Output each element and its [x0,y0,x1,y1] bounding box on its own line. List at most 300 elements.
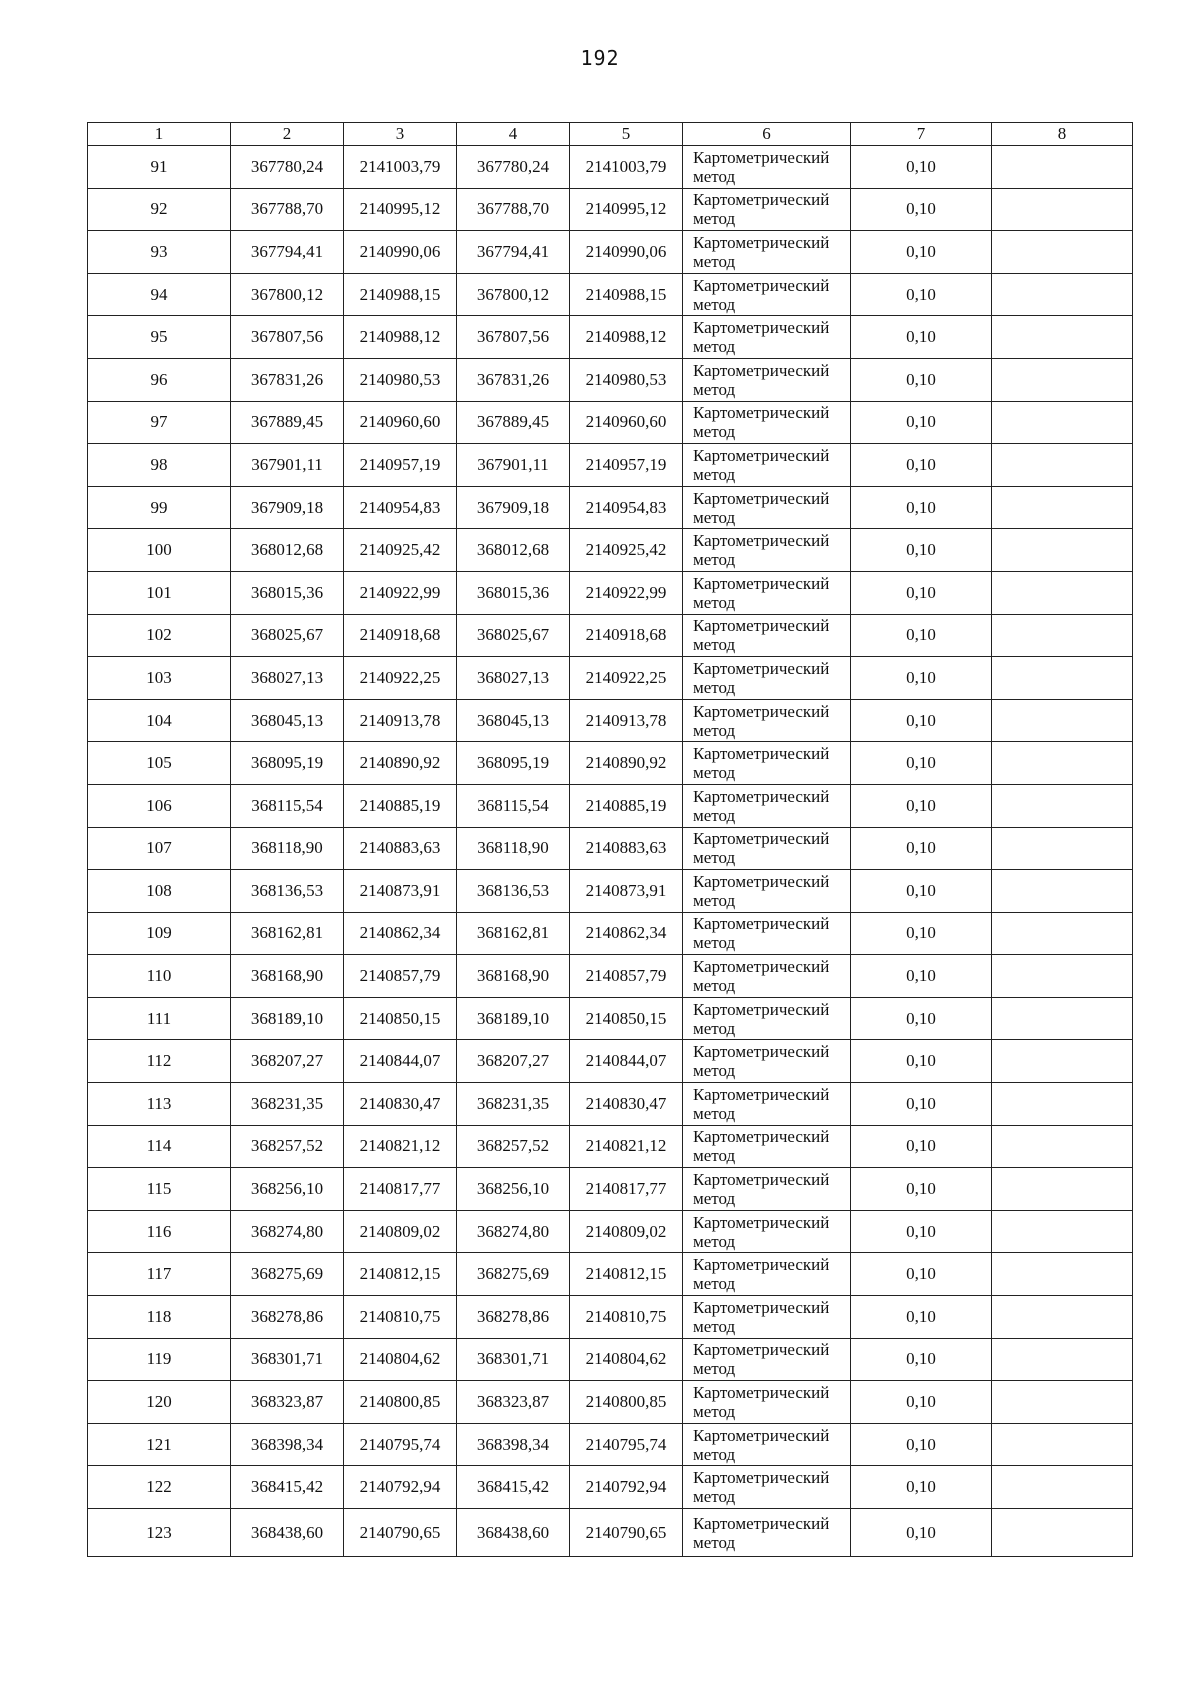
point-number-cell: 110 [88,955,231,998]
table-body [88,146,1133,1557]
y-new-cell: 2140804,62 [570,1338,683,1381]
x-new-cell: 367831,26 [457,358,570,401]
table-row [88,146,1133,189]
coordinates-table [87,122,1133,1557]
accuracy-cell: 0,10 [851,1210,992,1253]
point-number-cell: 104 [88,699,231,742]
note-cell [992,699,1133,742]
note-cell [992,273,1133,316]
y-new-cell: 2140857,79 [570,955,683,998]
y-old-cell: 2140792,94 [344,1466,457,1509]
point-number-cell: 118 [88,1296,231,1339]
method-cell: Картометрический метод [683,1509,851,1557]
table-row [88,912,1133,955]
note-cell [992,614,1133,657]
x-new-cell: 368045,13 [457,699,570,742]
x-new-cell: 368278,86 [457,1296,570,1339]
method-cell: Картометрический метод [683,870,851,913]
accuracy-cell: 0,10 [851,231,992,274]
table-row [88,231,1133,274]
method-cell: Картометрический метод [683,1083,851,1126]
method-cell: Картометрический метод [683,486,851,529]
note-cell [992,784,1133,827]
y-old-cell: 2140990,06 [344,231,457,274]
note-cell [992,1210,1133,1253]
point-number-cell: 101 [88,571,231,614]
y-old-cell: 2140980,53 [344,358,457,401]
accuracy-cell: 0,10 [851,401,992,444]
method-cell: Картометрический метод [683,273,851,316]
point-number-cell: 93 [88,231,231,274]
y-old-cell: 2140922,99 [344,571,457,614]
x-old-cell: 368115,54 [231,784,344,827]
x-new-cell: 368015,36 [457,571,570,614]
y-new-cell: 2140885,19 [570,784,683,827]
y-old-cell: 2140918,68 [344,614,457,657]
y-new-cell: 2140873,91 [570,870,683,913]
accuracy-cell: 0,10 [851,146,992,189]
accuracy-cell: 0,10 [851,997,992,1040]
x-old-cell: 368095,19 [231,742,344,785]
accuracy-cell: 0,10 [851,486,992,529]
accuracy-cell: 0,10 [851,827,992,870]
y-old-cell: 2140913,78 [344,699,457,742]
note-cell [992,1296,1133,1339]
y-new-cell: 2140988,12 [570,316,683,359]
method-cell: Картометрический метод [683,955,851,998]
accuracy-cell: 0,10 [851,273,992,316]
x-new-cell: 368025,67 [457,614,570,657]
method-cell: Картометрический метод [683,699,851,742]
accuracy-cell: 0,10 [851,529,992,572]
y-old-cell: 2140862,34 [344,912,457,955]
accuracy-cell: 0,10 [851,699,992,742]
x-new-cell: 368027,13 [457,657,570,700]
y-new-cell: 2140862,34 [570,912,683,955]
x-old-cell: 368012,68 [231,529,344,572]
x-old-cell: 368168,90 [231,955,344,998]
y-old-cell: 2140960,60 [344,401,457,444]
y-new-cell: 2140821,12 [570,1125,683,1168]
point-number-cell: 106 [88,784,231,827]
method-cell: Картометрический метод [683,1296,851,1339]
x-old-cell: 368136,53 [231,870,344,913]
y-new-cell: 2140918,68 [570,614,683,657]
x-old-cell: 368398,34 [231,1423,344,1466]
method-cell: Картометрический метод [683,742,851,785]
x-new-cell: 367780,24 [457,146,570,189]
x-old-cell: 367780,24 [231,146,344,189]
table-row [88,444,1133,487]
table-row [88,870,1133,913]
table-row [88,614,1133,657]
point-number-cell: 114 [88,1125,231,1168]
column-header: 4 [457,123,570,146]
x-new-cell: 368256,10 [457,1168,570,1211]
method-cell: Картометрический метод [683,529,851,572]
method-cell: Картометрический метод [683,358,851,401]
accuracy-cell: 0,10 [851,1125,992,1168]
x-old-cell: 368274,80 [231,1210,344,1253]
note-cell [992,1338,1133,1381]
x-old-cell: 368045,13 [231,699,344,742]
accuracy-cell: 0,10 [851,444,992,487]
accuracy-cell: 0,10 [851,1423,992,1466]
note-cell [992,1509,1133,1557]
accuracy-cell: 0,10 [851,1338,992,1381]
note-cell [992,1168,1133,1211]
x-old-cell: 368207,27 [231,1040,344,1083]
method-cell: Картометрический метод [683,997,851,1040]
method-cell: Картометрический метод [683,571,851,614]
table-row [88,742,1133,785]
table-row [88,358,1133,401]
accuracy-cell: 0,10 [851,1509,992,1557]
point-number-cell: 96 [88,358,231,401]
y-old-cell: 2140830,47 [344,1083,457,1126]
y-old-cell: 2140844,07 [344,1040,457,1083]
y-new-cell: 2140922,25 [570,657,683,700]
note-cell [992,870,1133,913]
note-cell [992,231,1133,274]
x-new-cell: 368136,53 [457,870,570,913]
y-new-cell: 2140810,75 [570,1296,683,1339]
x-old-cell: 367901,11 [231,444,344,487]
accuracy-cell: 0,10 [851,742,992,785]
point-number-cell: 113 [88,1083,231,1126]
note-cell [992,827,1133,870]
y-new-cell: 2140817,77 [570,1168,683,1211]
point-number-cell: 98 [88,444,231,487]
y-old-cell: 2140890,92 [344,742,457,785]
accuracy-cell: 0,10 [851,358,992,401]
method-cell: Картометрический метод [683,146,851,189]
header-row [88,123,1133,146]
y-old-cell: 2140800,85 [344,1381,457,1424]
y-old-cell: 2140804,62 [344,1338,457,1381]
accuracy-cell: 0,10 [851,188,992,231]
note-cell [992,358,1133,401]
note-cell [992,1381,1133,1424]
point-number-cell: 121 [88,1423,231,1466]
note-cell [992,912,1133,955]
table-row [88,997,1133,1040]
note-cell [992,529,1133,572]
column-header: 1 [88,123,231,146]
x-new-cell: 367901,11 [457,444,570,487]
x-new-cell: 368189,10 [457,997,570,1040]
table-row [88,1210,1133,1253]
table-row [88,571,1133,614]
table-row [88,955,1133,998]
y-old-cell: 2140795,74 [344,1423,457,1466]
method-cell: Картометрический метод [683,444,851,487]
y-new-cell: 2140883,63 [570,827,683,870]
accuracy-cell: 0,10 [851,1381,992,1424]
y-new-cell: 2140957,19 [570,444,683,487]
note-cell [992,1040,1133,1083]
table-row [88,273,1133,316]
table-row [88,1125,1133,1168]
x-old-cell: 367800,12 [231,273,344,316]
point-number-cell: 119 [88,1338,231,1381]
y-new-cell: 2140809,02 [570,1210,683,1253]
accuracy-cell: 0,10 [851,1040,992,1083]
note-cell [992,955,1133,998]
point-number-cell: 117 [88,1253,231,1296]
note-cell [992,1125,1133,1168]
table-row [88,1509,1133,1557]
y-old-cell: 2140925,42 [344,529,457,572]
note-cell [992,1466,1133,1509]
accuracy-cell: 0,10 [851,657,992,700]
x-old-cell: 367889,45 [231,401,344,444]
table-row [88,486,1133,529]
point-number-cell: 120 [88,1381,231,1424]
x-new-cell: 367889,45 [457,401,570,444]
y-new-cell: 2141003,79 [570,146,683,189]
y-new-cell: 2140850,15 [570,997,683,1040]
y-old-cell: 2140810,75 [344,1296,457,1339]
note-cell [992,571,1133,614]
table-row [88,1253,1133,1296]
note-cell [992,444,1133,487]
table-row [88,827,1133,870]
x-old-cell: 368415,42 [231,1466,344,1509]
y-old-cell: 2140817,77 [344,1168,457,1211]
x-old-cell: 367909,18 [231,486,344,529]
accuracy-cell: 0,10 [851,912,992,955]
x-new-cell: 368257,52 [457,1125,570,1168]
y-new-cell: 2140844,07 [570,1040,683,1083]
table-row [88,188,1133,231]
note-cell [992,146,1133,189]
x-new-cell: 367909,18 [457,486,570,529]
table-row [88,1040,1133,1083]
point-number-cell: 95 [88,316,231,359]
note-cell [992,188,1133,231]
point-number-cell: 103 [88,657,231,700]
method-cell: Картометрический метод [683,1168,851,1211]
y-old-cell: 2140812,15 [344,1253,457,1296]
x-new-cell: 368275,69 [457,1253,570,1296]
accuracy-cell: 0,10 [851,870,992,913]
x-new-cell: 368323,87 [457,1381,570,1424]
table-row [88,1466,1133,1509]
column-header: 3 [344,123,457,146]
point-number-cell: 100 [88,529,231,572]
y-new-cell: 2140922,99 [570,571,683,614]
column-header: 2 [231,123,344,146]
y-new-cell: 2140995,12 [570,188,683,231]
y-new-cell: 2140800,85 [570,1381,683,1424]
method-cell: Картометрический метод [683,614,851,657]
table-row [88,1168,1133,1211]
y-old-cell: 2140954,83 [344,486,457,529]
x-old-cell: 368027,13 [231,657,344,700]
point-number-cell: 97 [88,401,231,444]
point-number-cell: 99 [88,486,231,529]
y-new-cell: 2140925,42 [570,529,683,572]
x-old-cell: 368275,69 [231,1253,344,1296]
note-cell [992,316,1133,359]
note-cell [992,1083,1133,1126]
x-old-cell: 368231,35 [231,1083,344,1126]
point-number-cell: 112 [88,1040,231,1083]
y-new-cell: 2140954,83 [570,486,683,529]
x-new-cell: 368301,71 [457,1338,570,1381]
y-new-cell: 2140913,78 [570,699,683,742]
table-row [88,1381,1133,1424]
table-row [88,1423,1133,1466]
note-cell [992,401,1133,444]
x-old-cell: 368025,67 [231,614,344,657]
note-cell [992,1423,1133,1466]
table-row [88,529,1133,572]
x-new-cell: 368438,60 [457,1509,570,1557]
point-number-cell: 94 [88,273,231,316]
accuracy-cell: 0,10 [851,1466,992,1509]
x-new-cell: 368231,35 [457,1083,570,1126]
note-cell [992,486,1133,529]
y-old-cell: 2140957,19 [344,444,457,487]
accuracy-cell: 0,10 [851,614,992,657]
x-new-cell: 368398,34 [457,1423,570,1466]
point-number-cell: 111 [88,997,231,1040]
x-old-cell: 367807,56 [231,316,344,359]
method-cell: Картометрический метод [683,1125,851,1168]
y-new-cell: 2140890,92 [570,742,683,785]
point-number-cell: 92 [88,188,231,231]
method-cell: Картометрический метод [683,401,851,444]
column-header: 6 [683,123,851,146]
accuracy-cell: 0,10 [851,316,992,359]
x-old-cell: 368278,86 [231,1296,344,1339]
x-old-cell: 367831,26 [231,358,344,401]
point-number-cell: 107 [88,827,231,870]
y-old-cell: 2140988,15 [344,273,457,316]
x-new-cell: 368095,19 [457,742,570,785]
note-cell [992,657,1133,700]
method-cell: Картометрический метод [683,316,851,359]
table-row [88,1296,1133,1339]
x-old-cell: 368323,87 [231,1381,344,1424]
y-new-cell: 2140830,47 [570,1083,683,1126]
x-new-cell: 367794,41 [457,231,570,274]
point-number-cell: 91 [88,146,231,189]
x-new-cell: 368162,81 [457,912,570,955]
x-new-cell: 368012,68 [457,529,570,572]
column-header: 5 [570,123,683,146]
y-new-cell: 2140792,94 [570,1466,683,1509]
x-new-cell: 367788,70 [457,188,570,231]
x-new-cell: 368207,27 [457,1040,570,1083]
point-number-cell: 123 [88,1509,231,1557]
x-new-cell: 368415,42 [457,1466,570,1509]
y-new-cell: 2140990,06 [570,231,683,274]
method-cell: Картометрический метод [683,231,851,274]
method-cell: Картометрический метод [683,1423,851,1466]
x-old-cell: 368189,10 [231,997,344,1040]
method-cell: Картометрический метод [683,1210,851,1253]
table-row [88,784,1133,827]
x-old-cell: 367788,70 [231,188,344,231]
x-old-cell: 368301,71 [231,1338,344,1381]
method-cell: Картометрический метод [683,188,851,231]
accuracy-cell: 0,10 [851,1083,992,1126]
x-old-cell: 368015,36 [231,571,344,614]
y-old-cell: 2140857,79 [344,955,457,998]
x-old-cell: 368162,81 [231,912,344,955]
table-row [88,1338,1133,1381]
x-new-cell: 368274,80 [457,1210,570,1253]
y-old-cell: 2140873,91 [344,870,457,913]
y-new-cell: 2140795,74 [570,1423,683,1466]
y-new-cell: 2140812,15 [570,1253,683,1296]
method-cell: Картометрический метод [683,912,851,955]
method-cell: Картометрический метод [683,657,851,700]
method-cell: Картометрический метод [683,1253,851,1296]
x-old-cell: 368257,52 [231,1125,344,1168]
x-old-cell: 368118,90 [231,827,344,870]
x-old-cell: 368438,60 [231,1509,344,1557]
accuracy-cell: 0,10 [851,1296,992,1339]
table-row [88,316,1133,359]
point-number-cell: 122 [88,1466,231,1509]
point-number-cell: 105 [88,742,231,785]
table-row [88,1083,1133,1126]
x-new-cell: 368118,90 [457,827,570,870]
method-cell: Картометрический метод [683,1040,851,1083]
y-old-cell: 2141003,79 [344,146,457,189]
y-old-cell: 2140885,19 [344,784,457,827]
x-new-cell: 368115,54 [457,784,570,827]
accuracy-cell: 0,10 [851,1168,992,1211]
y-new-cell: 2140790,65 [570,1509,683,1557]
y-old-cell: 2140995,12 [344,188,457,231]
point-number-cell: 115 [88,1168,231,1211]
y-old-cell: 2140821,12 [344,1125,457,1168]
method-cell: Картометрический метод [683,1338,851,1381]
point-number-cell: 102 [88,614,231,657]
method-cell: Картометрический метод [683,784,851,827]
y-old-cell: 2140988,12 [344,316,457,359]
x-new-cell: 367800,12 [457,273,570,316]
method-cell: Картометрический метод [683,1381,851,1424]
method-cell: Картометрический метод [683,827,851,870]
accuracy-cell: 0,10 [851,571,992,614]
y-new-cell: 2140988,15 [570,273,683,316]
point-number-cell: 108 [88,870,231,913]
y-old-cell: 2140883,63 [344,827,457,870]
accuracy-cell: 0,10 [851,784,992,827]
table-row [88,401,1133,444]
accuracy-cell: 0,10 [851,1253,992,1296]
table-row [88,699,1133,742]
page-number: 192 [580,46,620,70]
x-old-cell: 367794,41 [231,231,344,274]
column-header: 7 [851,123,992,146]
accuracy-cell: 0,10 [851,955,992,998]
point-number-cell: 116 [88,1210,231,1253]
point-number-cell: 109 [88,912,231,955]
method-cell: Картометрический метод [683,1466,851,1509]
x-new-cell: 367807,56 [457,316,570,359]
note-cell [992,742,1133,785]
y-old-cell: 2140922,25 [344,657,457,700]
note-cell [992,997,1133,1040]
column-header: 8 [992,123,1133,146]
